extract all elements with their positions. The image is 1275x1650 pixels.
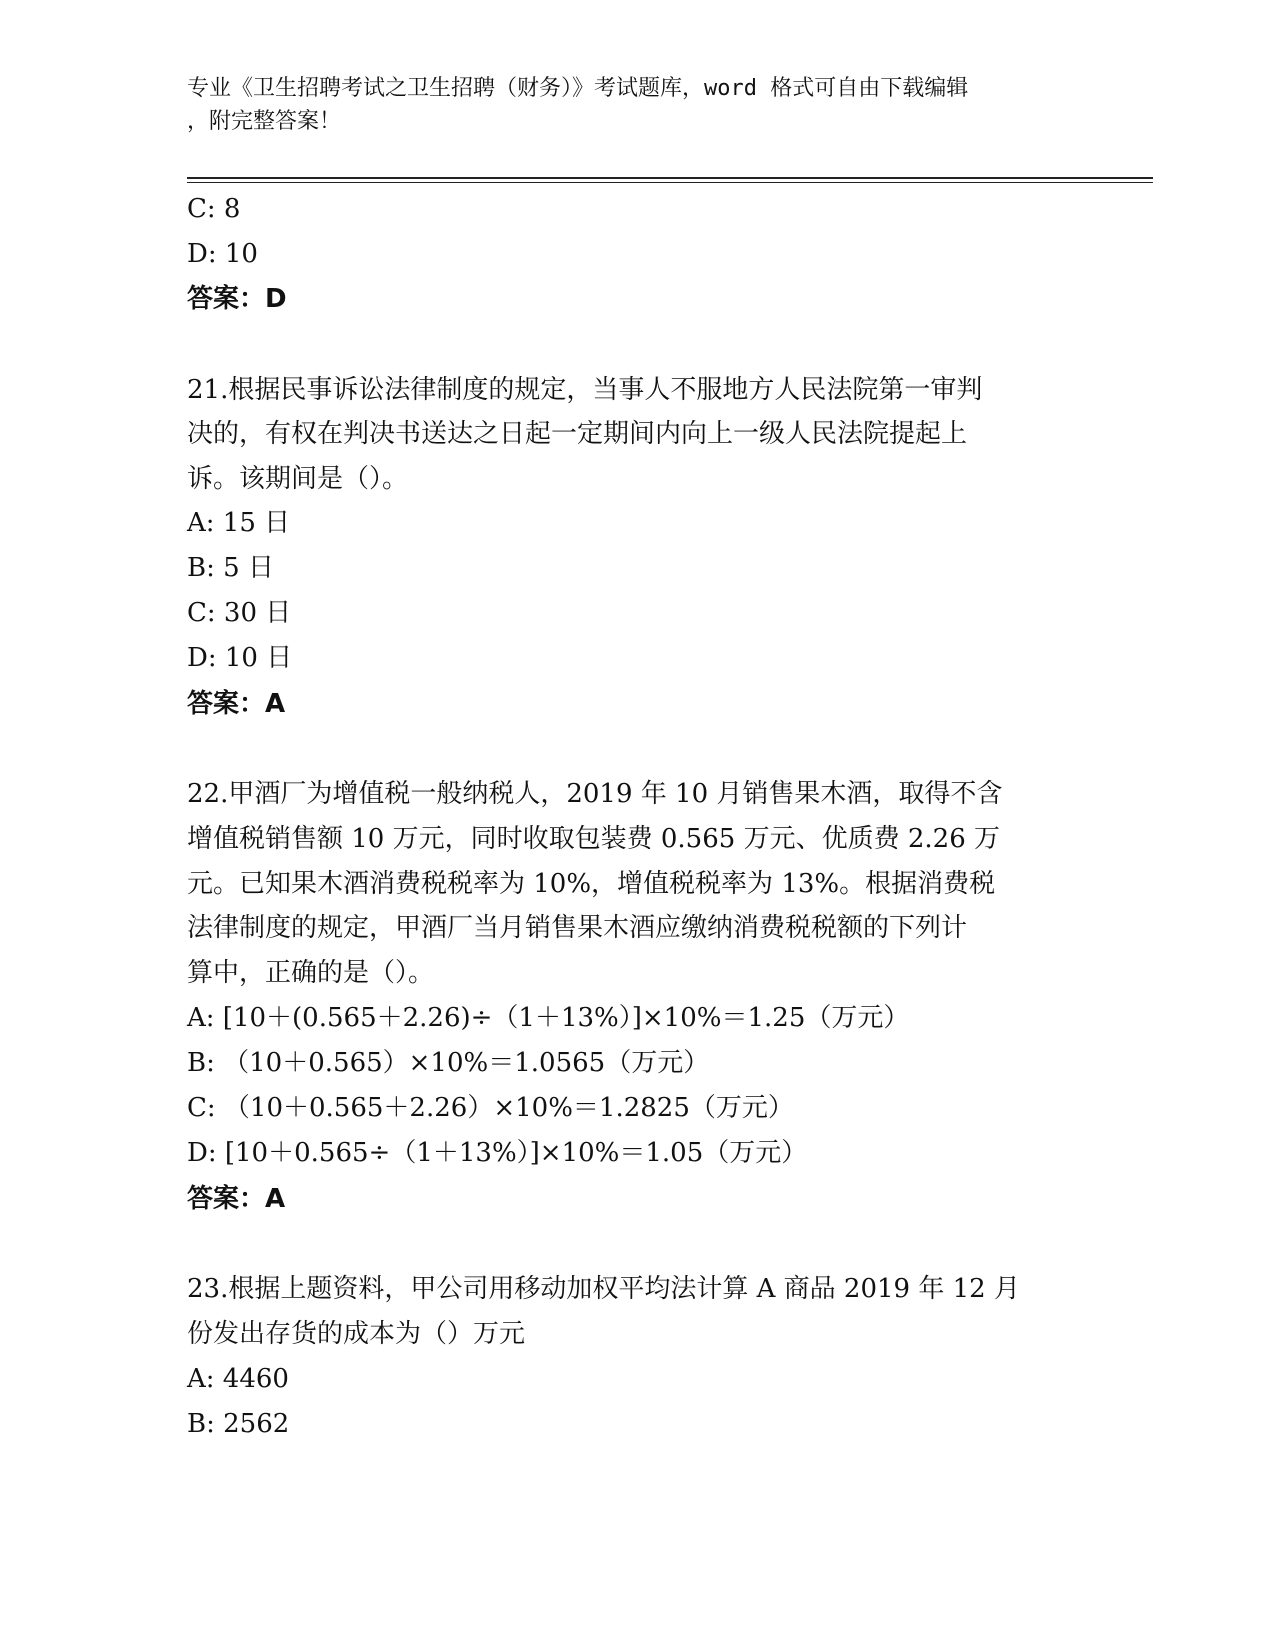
q23-option-b: B: 2562 xyxy=(187,1409,290,1439)
q22-option-a: A: [10＋(0.565＋2.26)÷（1＋13%）]×10%＝1.25（万元） xyxy=(187,1003,910,1033)
header-line-1: 专业《卫生招聘考试之卫生招聘（财务）》考试题库，word 格式可自由下载编辑 xyxy=(187,76,969,101)
header-rule-thin xyxy=(187,182,1153,183)
header-line-2: ，附完整答案！ xyxy=(187,109,342,134)
q22-option-d: D: [10＋0.565÷（1＋13%）]×10%＝1.05（万元） xyxy=(187,1138,808,1168)
q22-text-line-4: 法律制度的规定，甲酒厂当月销售果木酒应缴纳消费税税额的下列计 xyxy=(187,913,968,943)
q23-text-line-1: 23.根据上题资料，甲公司用移动加权平均法计算 A 商品 2019 年 12 月 xyxy=(187,1274,1020,1304)
prev-option-d: D: 10 xyxy=(187,239,258,269)
q21-text-line-3: 诉。该期间是（）。 xyxy=(187,464,409,494)
q21-text-line-2: 决的，有权在判决书送达之日起一定期间内向上一级人民法院提起上 xyxy=(187,419,968,449)
q22-text-line-2: 增值税销售额 10 万元，同时收取包装费 0.565 万元、优质费 2.26 万 xyxy=(187,824,1000,854)
q21-answer: 答案：A xyxy=(187,689,286,719)
q22-text-line-5: 算中，正确的是（）。 xyxy=(187,958,435,988)
q22-option-c: C: （10＋0.565＋2.26）×10%＝1.2825（万元） xyxy=(187,1093,794,1123)
prev-answer: 答案：D xyxy=(187,284,287,314)
q23-option-a: A: 4460 xyxy=(187,1364,289,1394)
q22-text-line-1: 22.甲酒厂为增值税一般纳税人，2019 年 10 月销售果木酒，取得不含 xyxy=(187,779,1003,809)
q21-text-line-1: 21.根据民事诉讼法律制度的规定，当事人不服地方人民法院第一审判 xyxy=(187,375,983,405)
prev-option-c: C: 8 xyxy=(187,194,241,224)
q23-text-line-2: 份发出存货的成本为（）万元 xyxy=(187,1319,526,1349)
q21-option-d: D: 10 日 xyxy=(187,643,293,673)
q22-text-line-3: 元。已知果木酒消费税税率为 10%，增值税税率为 13%。根据消费税 xyxy=(187,869,996,899)
q22-option-b: B: （10＋0.565）×10%＝1.0565（万元） xyxy=(187,1048,710,1078)
q22-answer: 答案：A xyxy=(187,1184,286,1214)
document-header xyxy=(187,72,1067,138)
q21-option-b: B: 5 日 xyxy=(187,553,274,583)
header-rule-thick xyxy=(187,177,1153,179)
q21-option-c: C: 30 日 xyxy=(187,598,292,628)
q21-option-a: A: 15 日 xyxy=(187,508,291,538)
